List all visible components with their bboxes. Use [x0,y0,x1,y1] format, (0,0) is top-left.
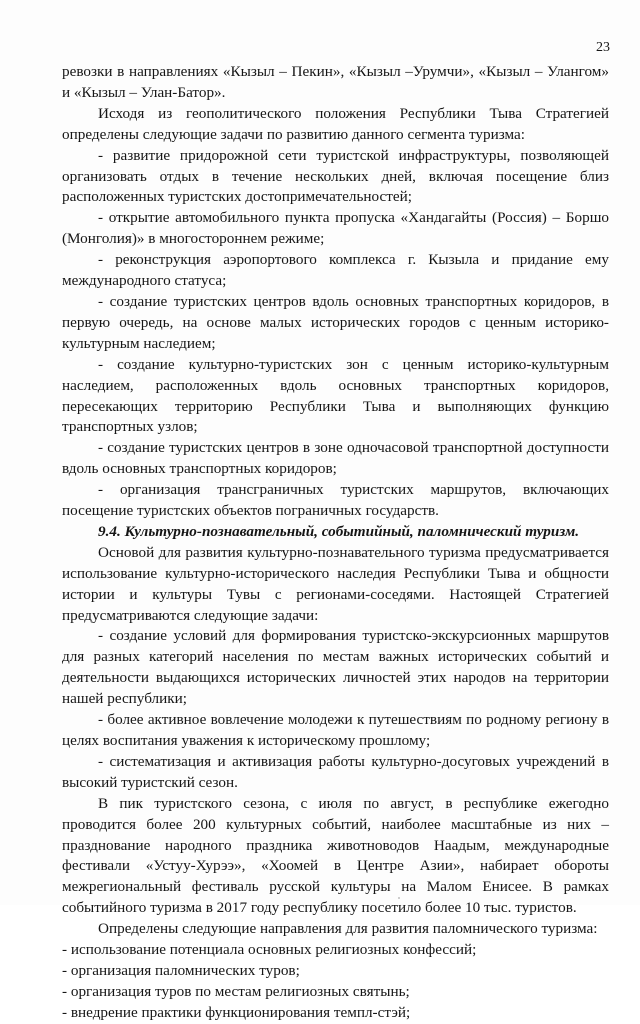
page-number: 23 [596,40,610,55]
list-item: - создание туристских центров в зоне одночасовой транспортной доступности вдоль основных транспортных коридоров; [62,439,609,478]
list-item: - более активное вовлечение молодежи к путешествиям по родному региону в целях воспитания уважения к историческому прошлому; [62,711,609,749]
section-heading: 9.4. Культурно-познавательный, событийный, паломнический туризм. [98,522,580,540]
list-item: - создание туристских центров вдоль основных транспортных коридоров, в первую очередь, на основе малых исторических городов с ценным историко-культурным наследием; [62,292,609,352]
list-item: - создание условий для формирования туристско-экскурсионных маршрутов для разных категорий населения по местам важных исторических событий и деятельности выдающихся исторических личностей этих народов на территории нашей республики; [62,627,609,708]
paragraph-intro-tasks: Исходя из геополитического положения Республики Тыва Стратегией определены следующие задачи по развитию данного сегмента туризма: [62,104,609,143]
list-item: - создание культурно-туристских зон с ценным историко-культурным наследием, расположенных вдоль основных транспортных коридоров, пересекающих территорию Республики Тыва и выполняющих функцию транспортных узлов; [62,355,609,436]
list-item: - развитие придорожной сети туристской инфраструктуры, позволяющей организовать отдых в течение нескольких дней, включая посещение близ расположенных туристских достопримечательностей; [62,146,609,206]
scan-speck [398,897,400,899]
list-item: - организация туров по местам религиозных святынь; [62,982,410,1000]
list-item: - открытие автомобильного пункта пропуска «Хандагайты (Россия) – Боршо (Монголия)» в многостороннем режиме; [62,209,609,248]
list-item: - организация паломнических туров; [62,961,300,979]
list-item: - внедрение практики функционирования темпл-стэй; [62,1003,411,1021]
list-item: - организация трансграничных туристских маршрутов, включающих посещение туристских объектов пограничных государств. [62,481,609,520]
paragraph-pilgrimage-intro: Определены следующие направления для развития паломнического туризма: [98,920,598,938]
list-item: - реконструкция аэропортового комплекса г. Кызыла и придание ему международного статуса; [62,251,609,290]
paragraph-event-tourism: В пик туристского сезона, с июля по август, в республике ежегодно проводится более 200 культурных событий, наиболее масштабные из них – празднование народного праздника животноводов Наадым, международные фестивали «Устуу-Хурээ», «Хоомей в Центре Азии», набирает обороты межрегиональный фестиваль русской культуры на Малом Енисее. В рамках событийного туризма в 2017 году республику посетило более 10 тыс. туристов. [62,794,609,917]
page-body [62,62,609,1024]
list-item: - систематизация и активизация работы культурно-досуговых учреждений в высокий туристский сезон. [62,752,609,791]
paragraph-cultural-tourism: Основой для развития культурно-познавательного туризма предусматривается использование культурно-исторического наследия Республики Тыва и общности истории и культуры Тувы с регионами-соседями. Настоящей Стратегией предусматриваются следующие задачи: [62,543,609,624]
list-item: - использование потенциала основных религиозных конфессий; [62,941,477,959]
paragraph-continuation: ревозки в направлениях «Кызыл – Пекин», «Кызыл –Урумчи», «Кызыл – Улангом» и «Кызыл – Улан-Батор». [62,63,609,101]
